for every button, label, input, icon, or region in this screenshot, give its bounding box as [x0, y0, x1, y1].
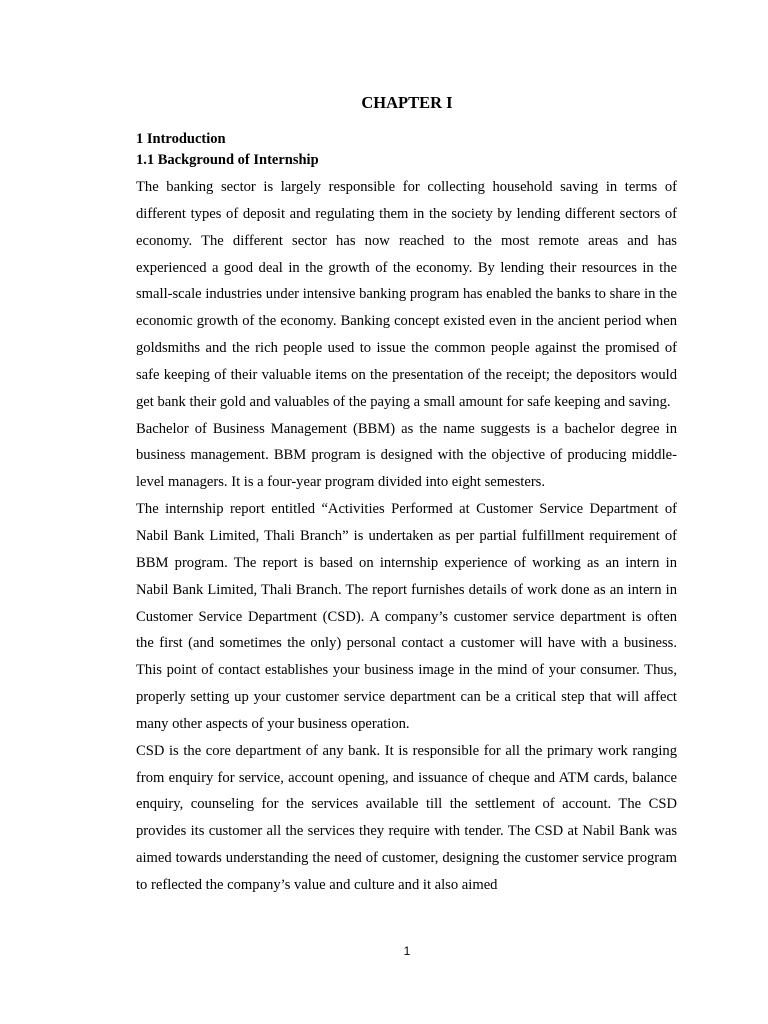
chapter-title: CHAPTER I — [361, 93, 453, 112]
page-number: 1 — [403, 944, 411, 958]
paragraph-bbm-program: Bachelor of Business Management (BBM) as the name suggests is a bachelor degree in business management. BBM program is designed with the objective of producing middle-level managers. It is a four-year program divided into eight semesters. — [136, 420, 677, 491]
section-heading: 1 Introduction — [136, 131, 226, 147]
subsection-heading: 1.1 Background of Internship — [136, 152, 319, 168]
body-text — [136, 174, 677, 899]
paragraph-internship-report: The internship report entitled “Activities Performed at Customer Service Department of Nabil Bank Limited, Thali Branch” is undertaken as per partial fulfillment requirement of BBM program. The report is based on internship experience of working as an intern in Nabil Bank Limited, Thali Branch. The report furnishes details of work done as an intern in Customer Service Department (CSD). A company’s customer service department is often the first (and sometimes the only) personal contact a customer will have with a business. This point of contact establishes your business image in the mind of your consumer. Thus, properly setting up your customer service department can be a critical step that will affect many other aspects of your business operation. — [136, 501, 677, 732]
paragraph-csd: CSD is the core department of any bank. It is responsible for all the primary work ranging from enquiry for service, account opening, and issuance of cheque and ATM cards, balance enquiry, counseling for the services available till the settlement of account. The CSD provides its customer all the services they require with tender. The CSD at Nabil Bank was aimed towards understanding the need of customer, designing the customer service program to reflected the company’s value and culture and it also aimed — [136, 742, 677, 893]
paragraph-banking-sector: The banking sector is largely responsible for collecting household saving in terms of different types of deposit and regulating them in the society by lending different sectors of economy. The different sector has now reached to the most remote areas and has experienced a good deal in the growth of the economy. By lending their resources in the small-scale industries under intensive banking program has enabled the banks to share in the economic growth of the economy. Banking concept existed even in the ancient period when goldsmiths and the rich people used to issue the common people against the promised of safe keeping of their valuable items on the presentation of the receipt; the depositors would get bank their gold and valuables of the paying a small amount for safe keeping and saving. — [136, 179, 677, 410]
